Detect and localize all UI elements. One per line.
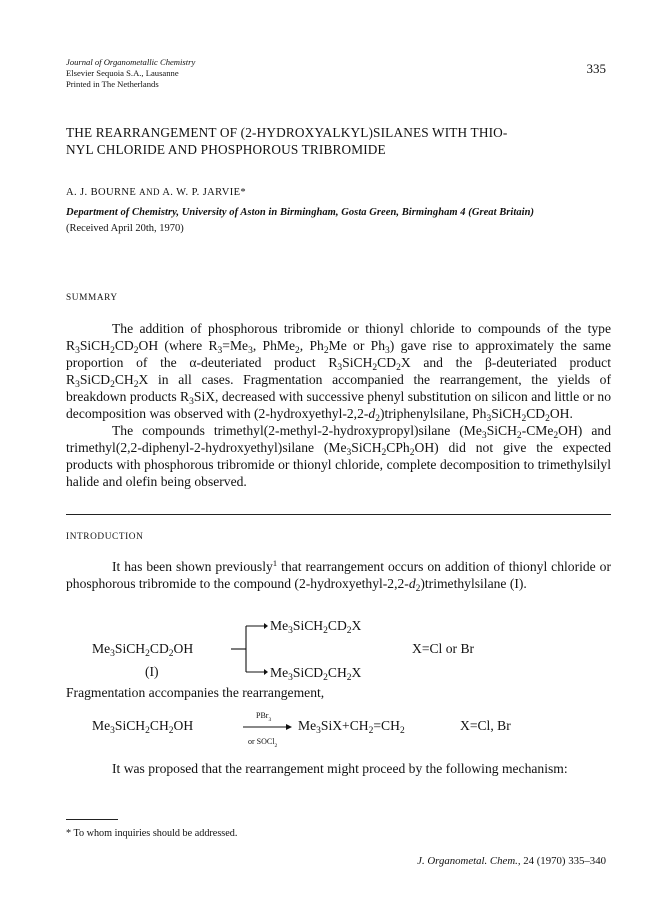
author-1: A. J. BOURNE <box>66 187 137 198</box>
author-and: AND <box>139 187 160 197</box>
affiliation: Department of Chemistry, University of Aston in Birmingham, Gosta Green, Birmingham 4 (Great Britain) <box>66 207 535 218</box>
journal-name: Journal of Organometallic Chemistry <box>66 57 196 67</box>
reagent-pbr3: PBr$_3$ <box>256 711 272 723</box>
reaction-arrow <box>243 722 293 732</box>
printed-line: Printed in The Netherlands <box>66 79 159 90</box>
publisher-line: Elsevier Sequoia S.A., Lausanne <box>66 68 179 79</box>
compound-I-label: (I) <box>145 664 159 679</box>
product-beta: $Me_3SiCD_2CH_2X$ <box>270 665 362 683</box>
received-date: (Received April 20th, 1970) <box>66 223 184 234</box>
branch-arrow-diagram <box>228 618 268 680</box>
introduction-heading: INTRODUCTION <box>66 532 144 542</box>
summary-paragraph-1: The addition of phosphorous tribromide or thionyl chloride to compounds of the type $R_3SiCH_2CD_2OH$ (where $R_3=Me_3$, PhMe$_2$, $Ph_2Me$ or $Ph_3$) gave rise to approximately the same proportion of the α-deuteriated product $R_3SiCH_2CD_2X$ and the β-deuteriated product $R_3SiCD_2CH_2X$ in all cases. Fragmentation accompanied the rearrangement, the yields of breakdown products $R_3SiX$, decreased with successive phenyl substitution on silicon and little or no decomposition was observed with $(2-hydroxyethyl-2,2-d_2)triphenylsilane$, $Ph_3SiCH_2CD_2OH$. <box>66 321 612 424</box>
authors <box>66 187 246 198</box>
summary-heading: SUMMARY <box>66 293 118 303</box>
compound-I-formula: $Me_3SiCH_2CD_2OH$ <box>92 641 194 659</box>
reagent-socl2: or SOCl$_2$ <box>248 737 278 749</box>
summary-text <box>66 320 611 490</box>
paper-title <box>66 124 611 158</box>
journal-header <box>66 57 195 91</box>
title-line-1: THE REARRANGEMENT OF (2-HYDROXYALKYL)SILANES WITH THIO- <box>66 125 508 140</box>
introduction-paragraph-1: It has been shown previously$^1$ that rearrangement occurs on addition of thionyl chloride or phosphorous tribromide to the compound $(2-hydroxyethyl-2,2-d_2)trimethylsilane$ (I). <box>66 558 611 594</box>
product-alpha: $Me_3SiCH_2CD_2X$ <box>270 618 362 636</box>
introduction-paragraph-2: Fragmentation accompanies the rearrangement, <box>66 685 325 700</box>
journal-reference: J. Organometal. Chem., 24 (1970) 335–340 <box>417 855 606 867</box>
introduction-paragraph-3: It was proposed that the rearrangement might proceed by the following mechanism: <box>112 761 568 776</box>
page-number: 335 <box>586 61 606 76</box>
fragmentation-products: $Me_3SiX+CH_2=CH_2$ <box>298 718 405 736</box>
footnote-rule <box>66 819 118 820</box>
summary-paragraph-2: The compounds trimethyl(2-methyl-2-hydroxypropyl)silane $(Me_3SiCH_2-CMe_2OH)$ and trimethyl(2,2-diphenyl-2-hydroxyethyl)silane $(Me_3SiCH_2CPh_2OH)$ did not give the expected products with phosphorous tribromide or thionyl chloride, complete decomposition to trimethylsilyl halide and olefin being observed. <box>66 423 612 489</box>
reactant-formula: $Me_3SiCH_2CH_2OH$ <box>92 718 194 736</box>
title-line-2: NYL CHLORIDE AND PHOSPHOROUS TRIBROMIDE <box>66 142 386 157</box>
author-2: A. W. P. JARVIE* <box>162 187 247 198</box>
halide-note-2: X=Cl, Br <box>460 718 511 733</box>
footnote: * To whom inquiries should be addressed. <box>66 828 238 839</box>
halide-note: X=Cl or Br <box>412 641 475 656</box>
section-divider <box>66 514 611 515</box>
